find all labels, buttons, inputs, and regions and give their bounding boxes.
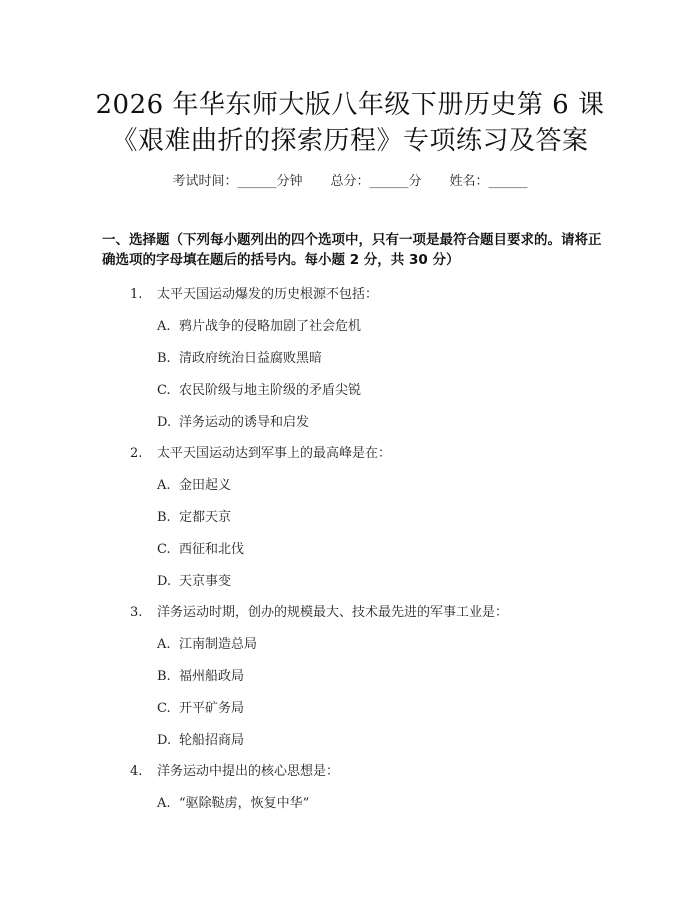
option-text: 江南制造总局 — [179, 637, 258, 652]
option-letter: A. — [157, 637, 171, 652]
option-letter: A. — [157, 478, 171, 493]
option — [157, 633, 257, 652]
question-number: 4. — [130, 764, 143, 779]
option — [157, 729, 244, 748]
option-text: 洋务运动的诱导和启发 — [179, 415, 310, 430]
option-letter: D. — [157, 574, 172, 589]
option-letter: C. — [157, 383, 171, 398]
option — [157, 570, 231, 589]
option — [157, 347, 322, 366]
question-text: 洋务运动时期，创办的规模最大、技术最先进的军事工业是： — [157, 605, 509, 620]
section-heading: 一、选择题（下列每小题列出的四个选项中，只有一项是最符合题目要求的。请将正确选项的字母填在题后的括号内。每小题 2 分，共 30 分） — [102, 232, 602, 268]
question-text: 太平天国运动爆发的历史根源不包括： — [157, 287, 379, 302]
option — [157, 665, 244, 684]
option — [157, 792, 309, 811]
question-number: 3. — [130, 605, 143, 620]
option-letter: C. — [157, 701, 171, 716]
option-letter: A. — [157, 319, 171, 334]
question-number: 2. — [130, 446, 143, 461]
option-text: 开平矿务局 — [179, 701, 245, 716]
option-text: 金田起义 — [179, 478, 232, 493]
page-title-line-2: 《艰难曲折的探索历程》专项练习及答案 — [111, 126, 589, 156]
exam-time: 考试时间：______分钟 — [172, 174, 303, 189]
question-number: 1. — [130, 287, 143, 302]
option-letter: D. — [157, 733, 172, 748]
question-3 — [130, 601, 508, 620]
question-2 — [130, 442, 391, 461]
option — [157, 697, 244, 716]
option-letter: C. — [157, 542, 171, 557]
option-letter: B. — [157, 669, 171, 684]
question-text: 洋务运动中提出的核心思想是： — [157, 764, 340, 779]
option-text: “驱除鞑虏，恢复中华” — [179, 796, 310, 811]
option — [157, 315, 361, 334]
option-text: 西征和北伐 — [179, 542, 245, 557]
option-letter: B. — [157, 351, 171, 366]
option-text: 天京事变 — [179, 574, 232, 589]
page-title-line-1: 2026 年华东师大版八年级下册历史第 6 课 — [95, 90, 605, 120]
option — [157, 411, 309, 430]
exam-meta — [0, 170, 700, 189]
question-1 — [130, 283, 378, 302]
question-4 — [130, 760, 339, 779]
option-text: 农民阶级与地主阶级的矛盾尖锐 — [179, 383, 362, 398]
option — [157, 379, 361, 398]
option-text: 定都天京 — [179, 510, 232, 525]
option — [157, 506, 231, 525]
option-text: 鸦片战争的侵略加剧了社会危机 — [179, 319, 362, 334]
option-text: 福州船政局 — [179, 669, 245, 684]
option-letter: A. — [157, 796, 171, 811]
option-text: 轮船招商局 — [179, 733, 245, 748]
option — [157, 538, 244, 557]
option — [157, 474, 231, 493]
option-letter: B. — [157, 510, 171, 525]
question-text: 太平天国运动达到军事上的最高峰是在： — [157, 446, 392, 461]
exam-score: 总分：______分 — [330, 174, 422, 189]
exam-name: 姓名：______ — [449, 174, 528, 189]
option-letter: D. — [157, 415, 172, 430]
option-text: 清政府统治日益腐败黑暗 — [179, 351, 323, 366]
